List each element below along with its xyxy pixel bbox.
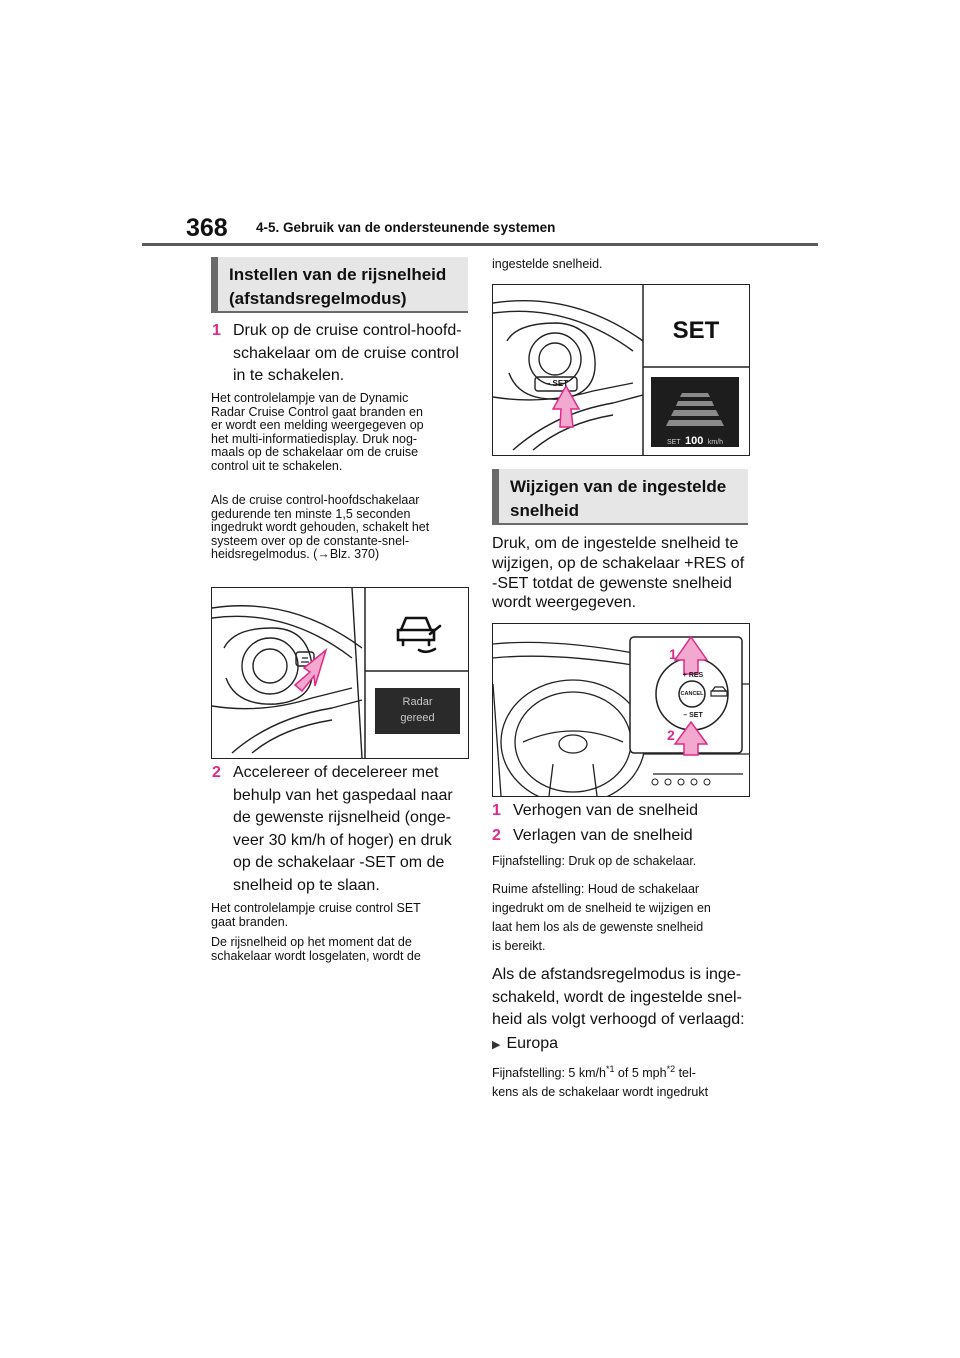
step-text: Druk op de cruise control-hoofd- xyxy=(233,322,462,339)
car-gauge-icon xyxy=(301,658,309,662)
note-set-indicator: Het controlelampje cruise control SET gaat branden. xyxy=(211,901,421,929)
steering-switch-illustration xyxy=(212,588,468,758)
paragraph-distance-mode: Als de afstandsregelmodus is inge- schakeld, wordt de ingestelde snel- heid als volgt verhoogd of verlaagd: xyxy=(492,966,745,1028)
europe-fine-adjustment: Fijnafstelling: 5 $km/h^{*1}$ of 5 mph$^{*2}$ tel- kens als de schakelaar wordt ingedrukt xyxy=(492,1063,709,1099)
step-1 xyxy=(212,320,472,388)
bullet-europe: ▶ Europa xyxy=(492,1035,559,1052)
section-heading-change-speed: Wijzigen van de ingestelde snelheid xyxy=(492,469,748,523)
set-switch-illustration xyxy=(493,285,749,455)
section-heading-line: Instellen van de rijsnelheid xyxy=(229,265,447,284)
note-release-speed: De rijsnelheid op het moment dat de schakelaar wordt losgelaten, wordt de xyxy=(211,935,421,963)
step-number: 2 xyxy=(212,764,221,781)
steering-wheel-illustration xyxy=(493,624,749,796)
display-message-line: Radar xyxy=(402,696,433,708)
step-2: 2 Accelereer of decelereer met behulp van het gaspedaal naar de gewenste rijsnelheid (onge- veer 30 km/h of hoger) en druk op de schakelaar -SET om de snelheid op te slaan. xyxy=(212,764,453,894)
set-speed-readout: SET 100 km/h xyxy=(666,435,724,447)
note-indicator: Het controlelampje van de Dynamic Radar Cruise Control gaat branden en er wordt een melding weergegeven op het multi-informatiedisplay. Druk nog- maals op de schakelaar om de cruise control uit te schakelen. xyxy=(211,391,424,473)
radar-cruise-icon xyxy=(398,618,440,652)
set-label: – SET xyxy=(683,712,703,719)
cancel-label: CANCEL xyxy=(680,691,704,697)
display-panel xyxy=(375,688,460,734)
step-text: schakelaar om de cruise control xyxy=(233,344,459,362)
list-item-decrease: 2 Verlagen van de snelheid xyxy=(492,827,693,844)
display-message-line: gereed xyxy=(400,712,435,724)
figure-main-switch xyxy=(211,587,469,759)
note-hold-switch: Als de cruise control-hoofdschakelaar gedurende ten minste 1,5 seconden ingedrukt wordt gehouden, schakelt het systeem over op de constante-snel- heidsregelmodus. (→Blz. 370) xyxy=(211,493,430,562)
switch-set-label: – SET xyxy=(545,379,569,388)
set-big-label: SET xyxy=(672,317,720,344)
continued-text: ingestelde snelheid. xyxy=(492,257,603,271)
section-heading-set-speed xyxy=(211,257,468,311)
page-number: 368 xyxy=(186,214,228,242)
page-reference-link[interactable]: Blz. 370) xyxy=(329,547,380,562)
paragraph-change-speed: Druk, om de ingestelde snelheid te wijzigen, op de schakelaar +RES of -SET totdat de gewenste snelheid wordt weergegeven. xyxy=(492,535,745,612)
figure-set-switch xyxy=(492,284,750,456)
footnote-ref: *2 xyxy=(666,1063,676,1074)
res-label: + RES xyxy=(682,672,704,679)
triangle-bullet-icon: ▶ xyxy=(492,1039,501,1051)
step-number: 1 xyxy=(212,322,221,339)
callout-marker-2: 2 xyxy=(667,727,675,743)
reference-arrow: → xyxy=(317,547,330,562)
chapter-title: 4-5. Gebruik van de ondersteunende systemen xyxy=(256,220,556,235)
list-item-increase: 1 Verhogen van de snelheid xyxy=(492,802,699,819)
footnote-ref: *1 xyxy=(605,1063,615,1074)
figure-res-set-switch xyxy=(492,623,750,797)
section-heading-line: (afstandsregelmodus) xyxy=(229,289,407,308)
fine-adjustment: Fijnafstelling: Druk op de schakelaar. xyxy=(492,854,697,868)
coarse-adjustment: Ruime afstelling: Houd de schakelaar ingedrukt om de snelheid te wijzigen en laat hem los als de gewenste snelheid is bereikt. xyxy=(492,882,711,953)
header-rule xyxy=(142,243,818,246)
step-text: in te schakelen. xyxy=(233,367,345,384)
callout-marker-1: 1 xyxy=(669,646,677,662)
